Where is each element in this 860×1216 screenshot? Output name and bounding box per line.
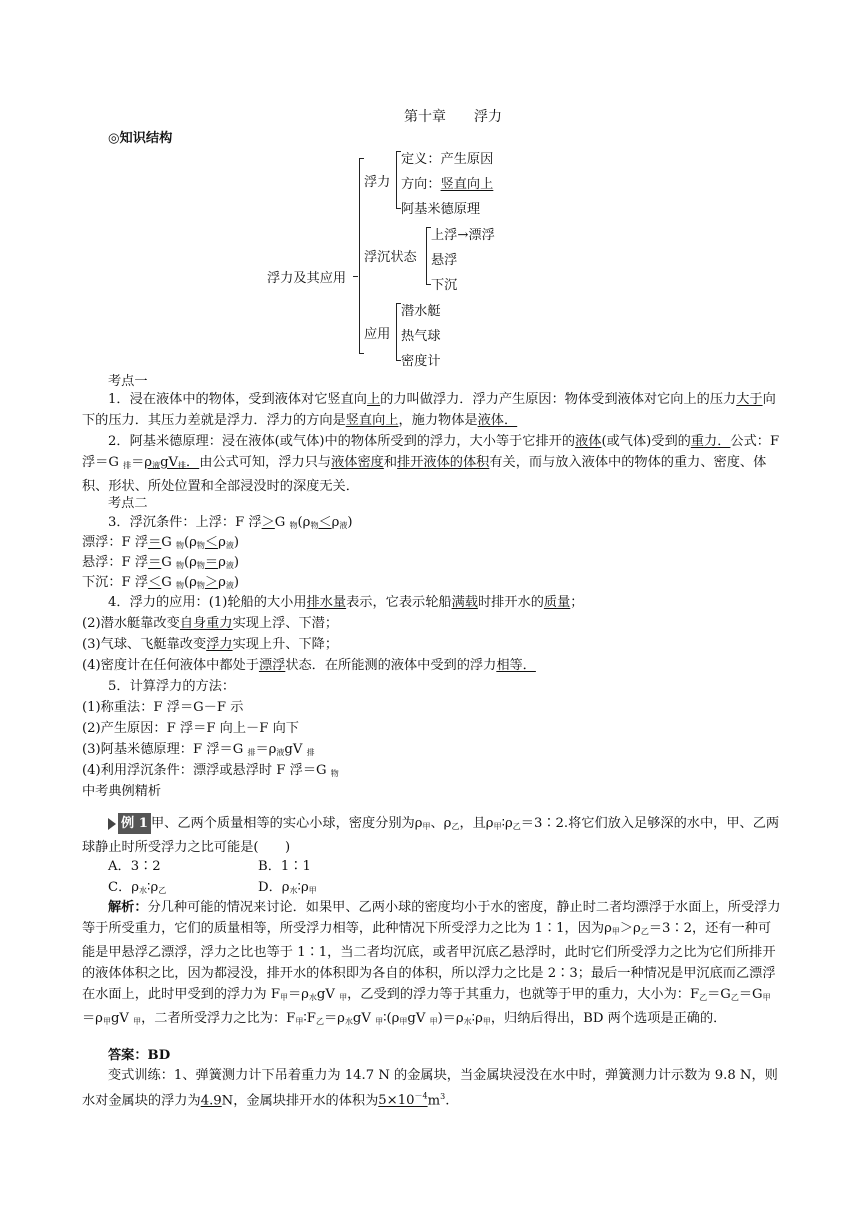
float-sink-float: 漂浮：F 浮＝G $_物(\rho_物<\rho_液)$ bbox=[82, 535, 240, 550]
calc-method-4: (4)利用浮沉条件：漂浮或悬浮时 F 浮＝G $_物$ bbox=[82, 763, 339, 778]
option-b: B．1∶1 bbox=[258, 859, 311, 874]
calc-methods-heading: 5．计算浮力的方法： bbox=[108, 679, 236, 694]
tree-group-state: 浮沉状态 bbox=[364, 250, 417, 265]
calc-method-3: (3)阿基米德原理：F 浮＝G $_排=\rho_液gV$ $_排$ bbox=[82, 742, 315, 757]
tree-root: 浮力及其应用 bbox=[267, 271, 347, 286]
point-one-heading: 考点一 bbox=[108, 374, 148, 389]
tree-item: 上浮→漂浮 bbox=[431, 228, 495, 243]
point-one-paragraph-1: 1．浸在液体中的物体，受到液体对它竖直向上的力叫做浮力．浮力产生原因：物体受到液体对它向上的压力大于向下的压力．其压力差就是浮力．浮力的方向是竖直向上，施力物体是液体． bbox=[82, 392, 776, 428]
tree-group-buoyancy: 浮力 bbox=[364, 175, 391, 190]
tree-item: 阿基米德原理 bbox=[401, 202, 481, 217]
point-one-paragraph-2: 2．阿基米德原理：浸在液体(或气体)中的物体所受到的浮力，大小等于它排开的液体(或气体)受到的重力．公式：F 浮＝G $_排=\rho_液gV_排$．由公式可知，浮力只与液体密度和排开液体的体积有关，而与放入液体中的物体的重力、密度、体积、形状、所处位置和全部浸没时的深度无关． bbox=[82, 434, 780, 494]
exam-heading: 中考典例精析 bbox=[82, 784, 162, 799]
tree-item: 潜水艇 bbox=[401, 304, 441, 319]
option-a: A．3∶2 bbox=[108, 859, 161, 874]
variant-training: 变式训练：1、弹簧测力计下吊着重力为 14.7 N 的金属块，当金属块浸没在水中时，弹簧测力计示数为 9.8 N，则水对金属块的浮力为4.9N，金属块排开水的体积为$5\times 10^{-4}m^3$. bbox=[82, 1068, 778, 1109]
application-submarine: (2)潜水艇靠改变自身重力实现上浮、下潜； bbox=[82, 616, 339, 631]
calc-method-1: (1)称重法：F 浮＝G－F 示 bbox=[82, 700, 244, 715]
triangle-icon bbox=[108, 818, 116, 830]
float-sink-suspend: 悬浮：F 浮＝G $_物(\rho_物=\rho_液)$ bbox=[82, 555, 240, 570]
analysis: 解析：分几种可能的情况来讨论．如果甲、乙两小球的密度均小于水的密度，静止时二者均漂浮于水面上，所受浮力等于所受重力，它们的质量相等，所受浮力相等，此种情况下所受浮力之比为 1∶1，因为$\rho_甲>\rho_乙=3∶2$，还有一种可能是甲悬浮乙漂浮，浮力之比也等于 1∶1，当二者均沉底，或者甲沉底乙悬浮时，此时它们所受浮力之比为它们所排开的液体体积之比，因为都浸没，排开水的体积即为各自的体积，所以浮力之比是 2∶3；最后一种情况是甲沉底而乙漂浮在水面上，此时甲受到的浮力为 $F_甲=\rho_水gV$ $_甲$，乙受到的浮力等于其重力，也就等于甲的重力，大小为：$F_乙=G_乙=G_甲=\rho_甲gV$ $_甲$，二者所受浮力之比为：$F_甲∶F_乙=\rho_水gV$ $_甲∶(\rho_甲gV$ $_甲)=\rho_水∶\rho_甲$，归纳后得出，BD 两个选项是正确的． bbox=[82, 900, 781, 1026]
section-heading: ◎知识结构 bbox=[108, 131, 173, 146]
tree-item: 下沉 bbox=[431, 278, 458, 293]
option-d: D．$\rho_水∶\rho_甲$ bbox=[258, 880, 317, 895]
example-question: 例 1 甲、乙两个质量相等的实心小球，密度分别为$\rho_甲$、$\rho_乙$，且$\rho_甲∶\rho_乙=3∶2$.将它们放入足够深的水中，甲、乙两球静止时所受浮力之比可能是( ) bbox=[82, 813, 782, 858]
tree-item: 悬浮 bbox=[431, 253, 458, 268]
point-two-heading: 考点二 bbox=[108, 496, 148, 511]
float-sink-sink: 下沉：F 浮＜G $_物(\rho_物>\rho_液)$ bbox=[82, 575, 240, 590]
tree-group-application: 应用 bbox=[364, 327, 391, 342]
option-c: C．$\rho_水∶\rho_乙$ bbox=[108, 880, 167, 895]
tree-item: 方向：竖直向上 bbox=[401, 177, 494, 192]
page-title: 第十章 浮力 bbox=[404, 109, 502, 125]
answer: 答案：BD bbox=[108, 1048, 171, 1063]
application-ship: 4．浮力的应用：(1)轮船的大小用排水量表示，它表示轮船满载时排开水的质量； bbox=[108, 595, 584, 610]
application-hydrometer: (4)密度计在任何液体中都处于漂浮状态．在所能测的液体中受到的浮力相等． bbox=[82, 658, 536, 673]
calc-method-2: (2)产生原因：F 浮＝F 向上－F 向下 bbox=[82, 721, 299, 736]
tree-item: 定义：产生原因 bbox=[401, 152, 494, 167]
application-balloon: (3)气球、飞艇靠改变浮力实现上升、下降； bbox=[82, 637, 339, 652]
tree-item: 密度计 bbox=[401, 354, 441, 369]
tree-item: 热气球 bbox=[401, 329, 441, 344]
float-sink-rise: 3．浮沉条件：上浮：F 浮＞G $_物(\rho_物<\rho_液)$ bbox=[108, 515, 353, 530]
example-tag: 例 1 bbox=[118, 813, 151, 834]
